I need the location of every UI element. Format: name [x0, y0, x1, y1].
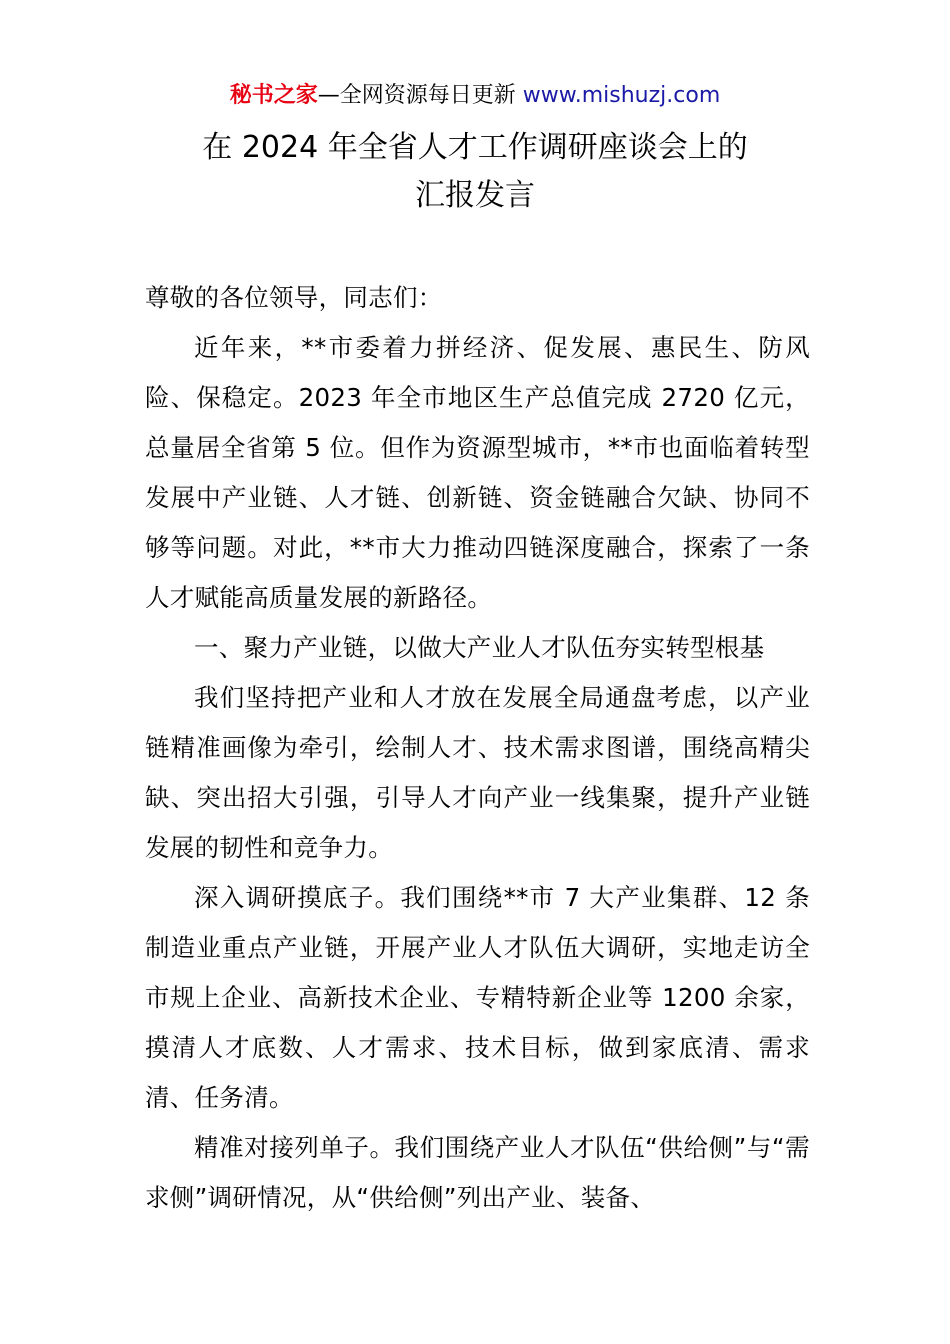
paragraph-intro: 近年来，**市委着力拼经济、促发展、惠民生、防风险、保稳定。2023 年全市地区生产总值完成 2720 亿元，总量居全省第 5 位。但作为资源型城市，**市也面临着转型发展中产业链、人才链、创新链、资金链融合欠缺、协同不够等问题。对此，**市大力推动四链深度融合，探索了一条人才赋能高质量发展的新路径。 [145, 333, 810, 612]
site-brand: 秘书之家 [229, 83, 318, 108]
paragraph-survey: 深入调研摸底子。我们围绕**市 7 大产业集群、12 条制造业重点产业链，开展产业人才队伍大调研，实地走访全市规上企业、高新技术企业、专精特新企业等 1200 余家，摸清人才底数、人才需求、技术目标，做到家底清、需求清、任务清。 [145, 883, 810, 1112]
title-line-1: 在 2024 年全省人才工作调研座谈会上的 [202, 130, 748, 165]
paragraph-matching: 精准对接列单子。我们围绕产业人才队伍“供给侧”与“需求侧”调研情况，从“供给侧”列出产业、装备、 [145, 1133, 810, 1212]
site-url-link[interactable]: www.mishuzj.com [522, 83, 721, 108]
title-line-2: 汇报发言 [415, 178, 535, 213]
document-body [145, 273, 810, 1223]
site-tagline: —全网资源每日更新 [317, 83, 523, 108]
salutation: 尊敬的各位领导，同志们： [145, 283, 443, 312]
paragraph-section-1: 我们坚持把产业和人才放在发展全局通盘考虑，以产业链精准画像为牵引，绘制人才、技术需求图谱，围绕高精尖缺、突出招大引强，引导人才向产业一线集聚，提升产业链发展的韧性和竞争力。 [145, 683, 810, 862]
document-title [0, 124, 950, 220]
section-heading-1: 一、聚力产业链，以做大产业人才队伍夯实转型根基 [194, 633, 765, 662]
site-header-banner [0, 80, 950, 112]
